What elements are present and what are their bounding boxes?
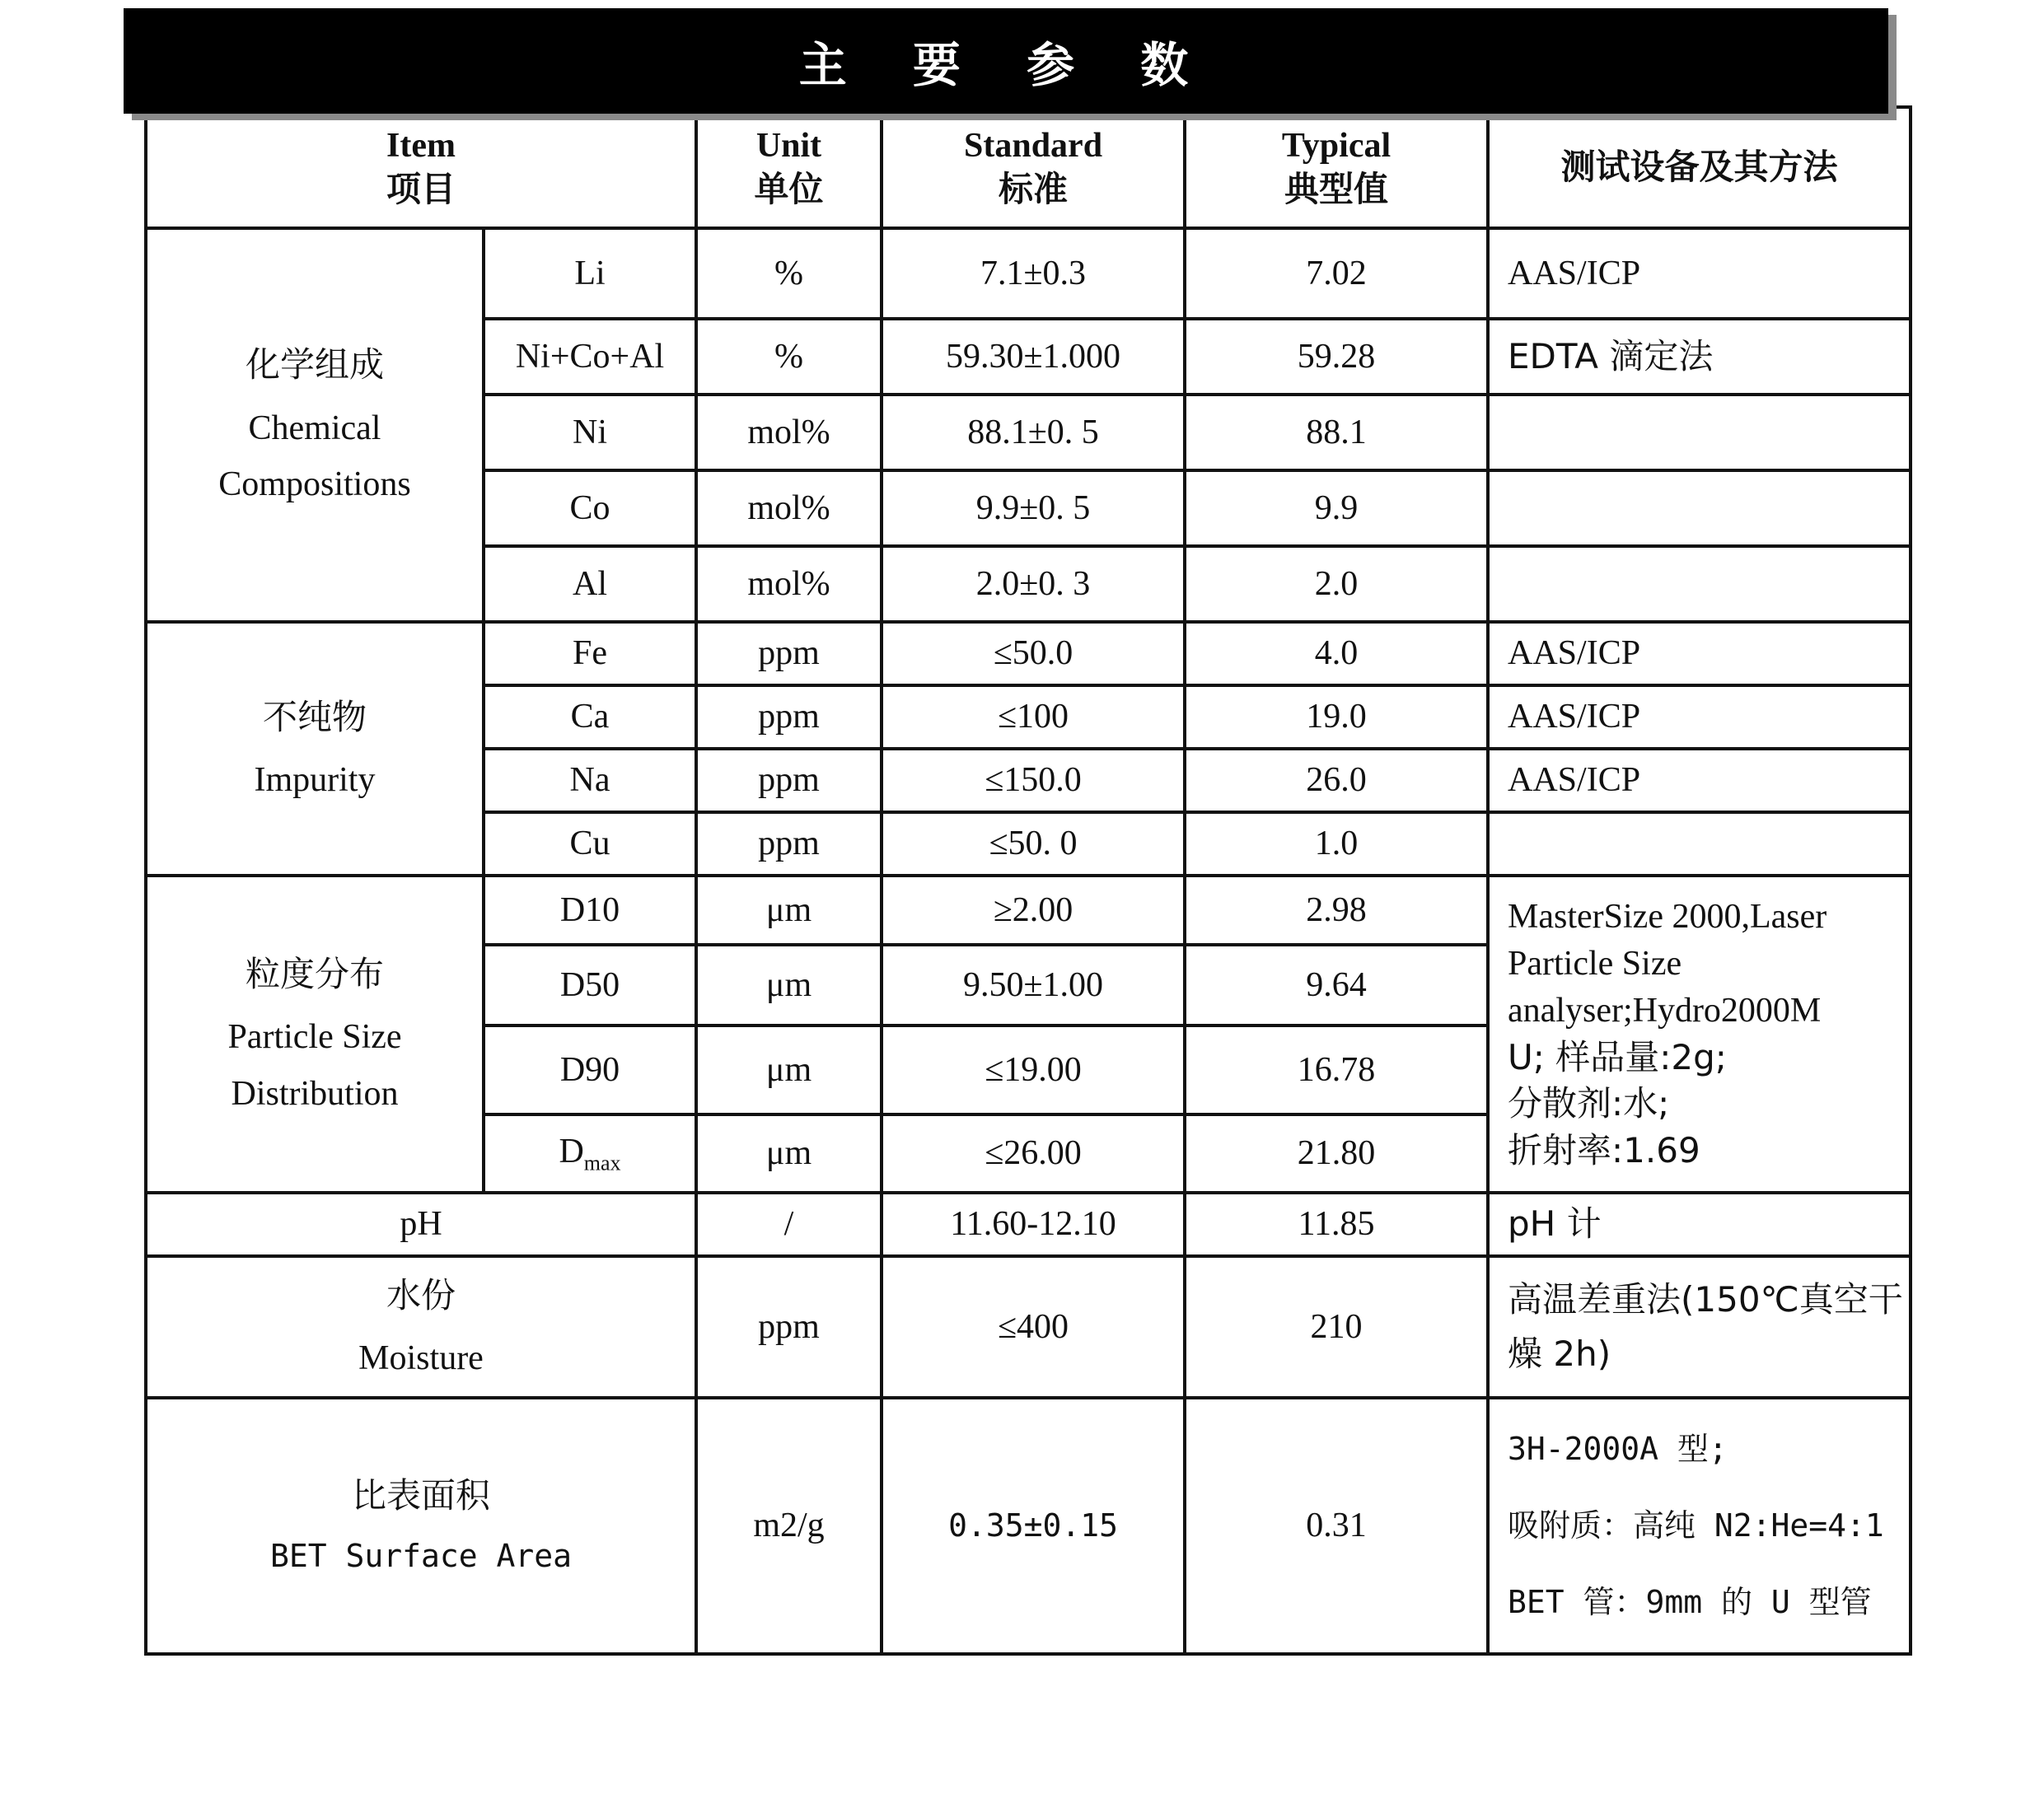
method-cell	[1488, 395, 1911, 470]
method-cell: 高温差重法(150℃真空干 燥 2h)	[1488, 1256, 1911, 1398]
unit-cell: ppm	[696, 685, 882, 749]
item-cell: $D_{max}$	[484, 1114, 696, 1193]
standard-cell: 59.30±1.000	[882, 319, 1185, 395]
typical-cell: 26.0	[1185, 749, 1488, 812]
item-cell: 水份 Moisture	[146, 1256, 696, 1398]
method-cell: AAS/ICP	[1488, 685, 1911, 749]
parameters-table	[144, 105, 1912, 1656]
header-method: 测试设备及其方法	[1488, 107, 1911, 228]
unit-cell: ppm	[696, 622, 882, 685]
method-cell: MasterSize 2000,Laser Particle Size analyser;Hydro2000M U; 样品量:2g; 分散剂:水; 折射率:1.69	[1488, 876, 1911, 1193]
item-cell: Li	[484, 228, 696, 319]
table-row	[146, 1256, 1911, 1398]
page-title: 主 要 参 数	[124, 8, 1888, 114]
standard-cell: ≤26.00	[882, 1114, 1185, 1193]
item-cell: Al	[484, 546, 696, 622]
standard-cell: 0.35±0.15	[882, 1398, 1185, 1654]
unit-cell: %	[696, 319, 882, 395]
typical-cell: 210	[1185, 1256, 1488, 1398]
typical-cell: 9.64	[1185, 945, 1488, 1025]
standard-cell: 7.1±0.3	[882, 228, 1185, 319]
standard-cell: 11.60-12.10	[882, 1193, 1185, 1256]
item-cell: D50	[484, 945, 696, 1025]
typical-cell: 19.0	[1185, 685, 1488, 749]
standard-cell: 9.50±1.00	[882, 945, 1185, 1025]
typical-cell: 16.78	[1185, 1025, 1488, 1114]
method-cell: AAS/ICP	[1488, 228, 1911, 319]
header-standard: Standard 标准	[882, 107, 1185, 228]
table-row	[146, 876, 1911, 945]
standard-cell: 2.0±0. 3	[882, 546, 1185, 622]
item-cell: pH	[146, 1193, 696, 1256]
unit-cell: /	[696, 1193, 882, 1256]
item-cell: Ca	[484, 685, 696, 749]
method-cell: EDTA 滴定法	[1488, 319, 1911, 395]
unit-cell: ppm	[696, 749, 882, 812]
typical-cell: 2.0	[1185, 546, 1488, 622]
method-cell	[1488, 470, 1911, 546]
header-item: Item 项目	[146, 107, 696, 228]
table-row	[146, 1398, 1911, 1654]
typical-cell: 21.80	[1185, 1114, 1488, 1193]
typical-cell: 7.02	[1185, 228, 1488, 319]
typical-cell: 59.28	[1185, 319, 1488, 395]
item-cell: D10	[484, 876, 696, 945]
group-particle-size: 粒度分布 Particle Size Distribution	[146, 876, 484, 1193]
method-cell: AAS/ICP	[1488, 749, 1911, 812]
standard-cell: ≥2.00	[882, 876, 1185, 945]
unit-cell: mol%	[696, 470, 882, 546]
item-cell: D90	[484, 1025, 696, 1114]
unit-cell: %	[696, 228, 882, 319]
item-cell: Fe	[484, 622, 696, 685]
standard-cell: 88.1±0. 5	[882, 395, 1185, 470]
item-cell: Ni+Co+Al	[484, 319, 696, 395]
item-cell: Co	[484, 470, 696, 546]
group-chemical: 化学组成 Chemical Compositions	[146, 228, 484, 622]
standard-cell: 9.9±0. 5	[882, 470, 1185, 546]
item-cell: 比表面积 BET Surface Area	[146, 1398, 696, 1654]
typical-cell: 0.31	[1185, 1398, 1488, 1654]
header-unit: Unit 单位	[696, 107, 882, 228]
unit-cell: m2/g	[696, 1398, 882, 1654]
table-row	[146, 1193, 1911, 1256]
typical-cell: 11.85	[1185, 1193, 1488, 1256]
method-cell	[1488, 546, 1911, 622]
standard-cell: ≤400	[882, 1256, 1185, 1398]
item-cell: Na	[484, 749, 696, 812]
unit-cell: μm	[696, 876, 882, 945]
unit-cell: mol%	[696, 546, 882, 622]
header-row	[146, 107, 1911, 228]
table-row	[146, 228, 1911, 319]
header-typical: Typical 典型值	[1185, 107, 1488, 228]
unit-cell: mol%	[696, 395, 882, 470]
typical-cell: 4.0	[1185, 622, 1488, 685]
typical-cell: 9.9	[1185, 470, 1488, 546]
method-cell	[1488, 812, 1911, 876]
unit-cell: μm	[696, 1114, 882, 1193]
typical-cell: 1.0	[1185, 812, 1488, 876]
method-cell: pH 计	[1488, 1193, 1911, 1256]
item-cell: Ni	[484, 395, 696, 470]
unit-cell: μm	[696, 945, 882, 1025]
typical-cell: 2.98	[1185, 876, 1488, 945]
standard-cell: ≤100	[882, 685, 1185, 749]
standard-cell: ≤50.0	[882, 622, 1185, 685]
standard-cell: ≤19.00	[882, 1025, 1185, 1114]
group-impurity: 不纯物 Impurity	[146, 622, 484, 876]
unit-cell: ppm	[696, 812, 882, 876]
standard-cell: ≤50. 0	[882, 812, 1185, 876]
method-cell: AAS/ICP	[1488, 622, 1911, 685]
standard-cell: ≤150.0	[882, 749, 1185, 812]
typical-cell: 88.1	[1185, 395, 1488, 470]
unit-cell: μm	[696, 1025, 882, 1114]
table-row	[146, 622, 1911, 685]
item-cell: Cu	[484, 812, 696, 876]
method-cell: 3H-2000A 型; 吸附质：高纯 N2:He=4:1 BET 管：9mm 的 U 型管	[1488, 1398, 1911, 1654]
unit-cell: ppm	[696, 1256, 882, 1398]
